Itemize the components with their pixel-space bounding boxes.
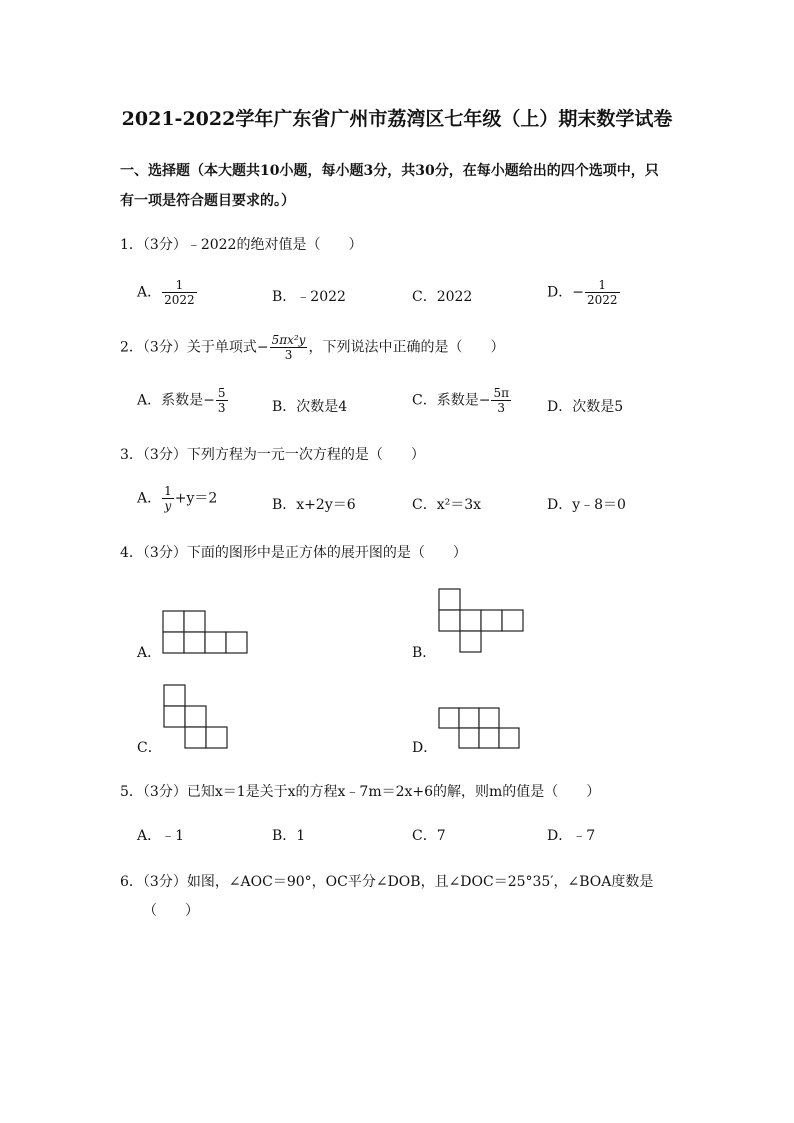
q2-prefix: 2．（3分）关于单项式 [120, 339, 257, 356]
q3-option-a-label: A． [137, 490, 162, 507]
q1-option-c: C．2022 [412, 289, 473, 305]
q2-a-numerator: 5 [217, 386, 226, 400]
q3-a-denominator: y [164, 499, 172, 513]
q1-d-denominator: 2022 [586, 293, 618, 307]
question-6-text-line2: （ ） [143, 903, 199, 919]
q2-c-numerator: 5π [493, 386, 509, 400]
question-5-text: 5．（3分）已知x＝1是关于x的方程x﹣7m＝2x+6的解，则m的值是（ ） [120, 784, 601, 800]
q2-suffix: ，下列说法中正确的是（ ） [308, 339, 505, 356]
q2-a-denominator: 3 [217, 401, 226, 415]
page-title: 2021-2022学年广东省广州市荔湾区七年级（上）期末数学试卷 [121, 108, 673, 130]
question-4-text: 4．（3分）下面的图形中是正方体的展开图的是（ ） [120, 545, 467, 561]
q3-option-a [137, 484, 217, 513]
question-2-text [120, 333, 504, 362]
q4-option-b-label: B． [412, 645, 437, 661]
q4-option-a-cube-net [162, 610, 252, 655]
q1-option-b: B．﹣2022 [272, 289, 346, 305]
q3-option-b: B．x+2y＝6 [272, 497, 356, 513]
section-heading-line1: 一、选择题（本大题共10小题，每小题3分，共30分，在每小题给出的四个选项中，只 [120, 163, 659, 179]
q5-option-b: B．1 [272, 828, 306, 844]
q2-option-c-label: C．系数是 [412, 392, 479, 409]
q4-option-c-label: C． [137, 740, 162, 756]
q1-option-a-fraction [162, 278, 197, 307]
q1-option-d-fraction [585, 278, 620, 307]
q2-option-a-fraction [216, 386, 228, 415]
q3-option-a-rest: +y＝2 [174, 490, 218, 507]
q2-option-a [137, 386, 229, 415]
q2-option-c-sign: − [478, 392, 491, 409]
section-heading-line2: 有一项是符合题目要求的。） [120, 193, 295, 209]
q1-option-d-label: D． [547, 284, 573, 301]
q1-option-d [547, 278, 621, 307]
q2-numerator: 5πx²y [271, 333, 306, 347]
q4-option-b-cube-net [438, 588, 530, 654]
q1-d-numerator: 1 [585, 278, 620, 293]
q5-option-d: D．﹣7 [547, 828, 596, 844]
q5-option-a: A．﹣1 [137, 828, 185, 844]
q1-a-denominator: 2022 [164, 293, 195, 307]
q1-option-a-label: A． [137, 284, 162, 301]
q3-option-c: C．x²＝3x [412, 497, 482, 513]
q4-option-a-label: A． [137, 645, 162, 661]
q1-option-d-sign: − [572, 284, 584, 301]
q2-option-a-sign: − [203, 392, 215, 409]
q4-option-d-label: D． [412, 740, 438, 756]
q2-monomial-fraction [270, 333, 308, 362]
q3-a-numerator: 1 [164, 484, 172, 498]
q2-option-c-fraction [491, 386, 511, 415]
q3-option-a-fraction [162, 484, 174, 513]
q2-sign: − [256, 339, 269, 356]
question-1-text: 1．（3分）﹣2022的绝对值是（ ） [120, 237, 363, 253]
q4-option-c-cube-net [163, 684, 233, 750]
q2-option-d: D．次数是5 [547, 399, 624, 415]
question-6-text-line1: 6．（3分）如图，∠AOC＝90°，OC平分∠DOB，且∠DOC＝25°35′，∠BOA度数是 [120, 874, 654, 890]
q1-a-numerator: 1 [162, 278, 197, 293]
q4-option-d-cube-net [438, 707, 524, 752]
q5-option-c: C．7 [412, 828, 446, 844]
question-3-text: 3．（3分）下列方程为一元一次方程的是（ ） [120, 447, 425, 463]
q1-option-a [137, 278, 198, 307]
q2-denominator: 3 [284, 348, 293, 362]
q2-option-b: B．次数是4 [272, 399, 348, 415]
q3-option-d: D．y﹣8＝0 [547, 497, 626, 513]
q2-option-c [412, 386, 512, 415]
q2-c-denominator: 3 [497, 401, 506, 415]
q2-option-a-label: A．系数是 [137, 392, 204, 409]
